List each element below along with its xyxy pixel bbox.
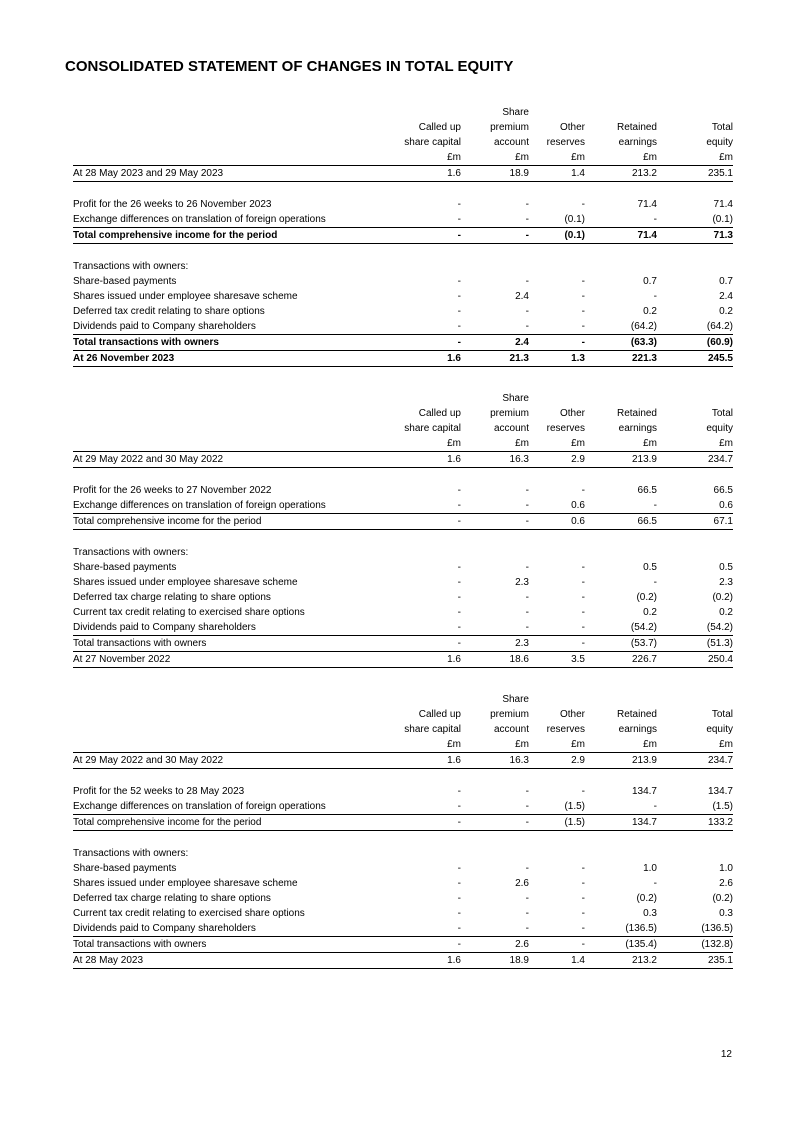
cell-value: 71.4 — [585, 228, 657, 244]
cell-value: (54.2) — [630, 622, 657, 633]
section-row — [73, 545, 733, 560]
cell-value: - — [581, 485, 585, 496]
cell-value: 0.2 — [719, 306, 733, 317]
cell-value: 235.1 — [657, 166, 733, 182]
cell-value: - — [457, 786, 461, 797]
cell-value: - — [581, 321, 585, 332]
row-label: Profit for the 52 weeks to 28 May 2023 — [73, 786, 245, 797]
column-header-other-reserves: Other reserves £m — [529, 692, 585, 753]
cell-value: - — [387, 514, 461, 530]
cell-value: - — [387, 335, 461, 351]
cell-value: 213.2 — [585, 953, 657, 969]
cell-value: - — [525, 500, 529, 511]
cell-value: - — [525, 923, 529, 934]
table-row — [73, 452, 733, 468]
column-header-other-reserves: Other reserves £m — [529, 105, 585, 166]
cell-value: 1.4 — [529, 166, 585, 182]
cell-value: - — [525, 592, 529, 603]
cell-value: - — [581, 577, 585, 588]
cell-value: - — [457, 485, 461, 496]
section-label: Transactions with owners: — [73, 261, 189, 272]
cell-value: - — [461, 228, 529, 244]
cell-value: - — [581, 592, 585, 603]
page-title: CONSOLIDATED STATEMENT OF CHANGES IN TOTAL EQUITY — [65, 58, 514, 75]
column-header-retained-earnings: Retained earnings £m — [585, 105, 657, 166]
cell-value: (64.2) — [630, 321, 657, 332]
cell-value: - — [457, 214, 461, 225]
tables-container — [65, 105, 733, 969]
cell-value: - — [525, 321, 529, 332]
table-row — [73, 319, 733, 335]
table-row — [73, 212, 733, 228]
header-row — [73, 692, 733, 753]
row-label: Profit for the 26 weeks to 27 November 2022 — [73, 485, 272, 496]
cell-value: - — [581, 893, 585, 904]
cell-value: 1.6 — [387, 452, 461, 468]
column-header-total-equity: Total equity £m — [657, 391, 733, 452]
cell-value: (63.3) — [585, 335, 657, 351]
spacer-row — [73, 244, 733, 260]
table-row — [73, 274, 733, 289]
cell-value: (1.5) — [712, 801, 733, 812]
cell-value: 66.5 — [585, 514, 657, 530]
column-header-called-up-share-capital: Called up share capital £m — [387, 105, 461, 166]
row-label: At 28 May 2023 — [73, 953, 387, 969]
cell-value: 226.7 — [585, 652, 657, 668]
table-row — [73, 921, 733, 937]
cell-value: 67.1 — [657, 514, 733, 530]
row-label: Exchange differences on translation of foreign operations — [73, 801, 326, 812]
cell-value: - — [387, 636, 461, 652]
cell-value: 0.6 — [571, 500, 585, 511]
cell-value: 0.5 — [719, 562, 733, 573]
cell-value: 235.1 — [657, 953, 733, 969]
cell-value: - — [457, 577, 461, 588]
cell-value: (0.1) — [529, 228, 585, 244]
cell-value: (53.7) — [585, 636, 657, 652]
row-label: Current tax credit relating to exercised share options — [73, 607, 305, 618]
cell-value: - — [653, 801, 657, 812]
cell-value: - — [525, 893, 529, 904]
table-row — [73, 906, 733, 921]
cell-value: 18.9 — [461, 166, 529, 182]
spacer-row — [73, 468, 733, 484]
spacer-cell — [73, 244, 733, 260]
cell-value: - — [525, 199, 529, 210]
cell-value: - — [457, 622, 461, 633]
cell-value: - — [529, 636, 585, 652]
section-label: Transactions with owners: — [73, 547, 189, 558]
cell-value: 1.4 — [529, 953, 585, 969]
table-row — [73, 560, 733, 575]
cell-value: - — [457, 500, 461, 511]
cell-value: - — [581, 291, 585, 302]
cell-value: (0.2) — [712, 893, 733, 904]
cell-value: (0.2) — [636, 893, 657, 904]
cell-value: - — [457, 607, 461, 618]
cell-value: - — [457, 562, 461, 573]
table-row — [73, 953, 733, 969]
spacer-cell — [73, 468, 733, 484]
row-label: At 26 November 2023 — [73, 351, 387, 367]
cell-value: 0.2 — [719, 607, 733, 618]
row-label: Dividends paid to Company shareholders — [73, 321, 256, 332]
table-row — [73, 753, 733, 769]
table-row — [73, 289, 733, 304]
column-header-called-up-share-capital: Called up share capital £m — [387, 391, 461, 452]
column-header-share-premium-account: Share premium account £m — [461, 105, 529, 166]
cell-value: 234.7 — [657, 753, 733, 769]
cell-value: 134.7 — [585, 815, 657, 831]
cell-value: 2.6 — [461, 937, 529, 953]
table-row — [73, 483, 733, 498]
cell-value: - — [457, 908, 461, 919]
row-label: Shares issued under employee sharesave scheme — [73, 577, 298, 588]
cell-value: - — [525, 908, 529, 919]
spacer-cell — [73, 530, 733, 546]
cell-value: - — [457, 306, 461, 317]
row-label: Share-based payments — [73, 562, 177, 573]
cell-value: 0.7 — [643, 276, 657, 287]
cell-value: - — [525, 801, 529, 812]
cell-value: - — [525, 622, 529, 633]
cell-value: - — [653, 878, 657, 889]
cell-value: 18.6 — [461, 652, 529, 668]
row-label: Exchange differences on translation of foreign operations — [73, 214, 326, 225]
cell-value: - — [457, 801, 461, 812]
cell-value: - — [581, 607, 585, 618]
cell-value: - — [457, 321, 461, 332]
spacer-row — [73, 831, 733, 847]
cell-value: - — [581, 562, 585, 573]
cell-value: - — [457, 863, 461, 874]
cell-value: - — [581, 276, 585, 287]
cell-value: (0.1) — [712, 214, 733, 225]
spacer-row — [73, 769, 733, 785]
cell-value: - — [581, 622, 585, 633]
cell-value: - — [525, 485, 529, 496]
cell-value: 3.5 — [529, 652, 585, 668]
table-row — [73, 228, 733, 244]
table-row — [73, 799, 733, 815]
row-label: Share-based payments — [73, 863, 177, 874]
cell-value: (64.2) — [706, 321, 733, 332]
header-spacer — [73, 391, 387, 452]
cell-value: - — [457, 199, 461, 210]
cell-value: (135.4) — [585, 937, 657, 953]
column-header-called-up-share-capital: Called up share capital £m — [387, 692, 461, 753]
cell-value: - — [387, 228, 461, 244]
table-row — [73, 514, 733, 530]
cell-value: - — [457, 291, 461, 302]
row-label: Dividends paid to Company shareholders — [73, 923, 256, 934]
cell-value: 2.4 — [461, 335, 529, 351]
cell-value: 250.4 — [657, 652, 733, 668]
table-row — [73, 861, 733, 876]
cell-value: (1.5) — [564, 801, 585, 812]
table-row — [73, 335, 733, 351]
cell-value: 1.0 — [643, 863, 657, 874]
table-row — [73, 620, 733, 636]
cell-value: - — [581, 923, 585, 934]
cell-value: (0.1) — [564, 214, 585, 225]
table-row — [73, 876, 733, 891]
cell-value: 245.5 — [657, 351, 733, 367]
cell-value: 66.5 — [637, 485, 657, 496]
column-header-total-equity: Total equity £m — [657, 105, 733, 166]
cell-value: 2.6 — [515, 878, 529, 889]
section-label: Transactions with owners: — [73, 848, 189, 859]
row-label: Total comprehensive income for the period — [73, 228, 387, 244]
cell-value: 0.5 — [643, 562, 657, 573]
cell-value: - — [525, 306, 529, 317]
cell-value: - — [525, 214, 529, 225]
cell-value: - — [461, 514, 529, 530]
equity-table-2 — [73, 391, 733, 668]
cell-value: (132.8) — [657, 937, 733, 953]
column-header-total-equity: Total equity £m — [657, 692, 733, 753]
row-label: Profit for the 26 weeks to 26 November 2023 — [73, 199, 272, 210]
cell-value: 0.2 — [643, 607, 657, 618]
section-row — [73, 259, 733, 274]
cell-value: - — [457, 592, 461, 603]
spacer-row — [73, 530, 733, 546]
row-label: Dividends paid to Company shareholders — [73, 622, 256, 633]
cell-value: 2.3 — [719, 577, 733, 588]
page-number: 12 — [720, 1049, 732, 1060]
cell-value: 213.2 — [585, 166, 657, 182]
spacer-row — [73, 182, 733, 198]
cell-value: (1.5) — [529, 815, 585, 831]
cell-value: - — [387, 815, 461, 831]
cell-value: - — [581, 306, 585, 317]
cell-value: - — [525, 607, 529, 618]
cell-value: 71.4 — [637, 199, 657, 210]
row-label: Total transactions with owners — [73, 636, 387, 652]
cell-value: (136.5) — [701, 923, 733, 934]
cell-value: (51.3) — [657, 636, 733, 652]
cell-value: 16.3 — [461, 753, 529, 769]
cell-value: 71.4 — [713, 199, 733, 210]
cell-value: (0.2) — [712, 592, 733, 603]
cell-value: 234.7 — [657, 452, 733, 468]
table-row — [73, 937, 733, 953]
row-label: Share-based payments — [73, 276, 177, 287]
cell-value: 21.3 — [461, 351, 529, 367]
row-label: At 28 May 2023 and 29 May 2023 — [73, 166, 387, 182]
row-label: Exchange differences on translation of foreign operations — [73, 500, 326, 511]
equity-table-1 — [73, 105, 733, 367]
cell-value: 71.3 — [657, 228, 733, 244]
header-row — [73, 105, 733, 166]
table-row — [73, 304, 733, 319]
cell-value: 133.2 — [657, 815, 733, 831]
row-label: At 27 November 2022 — [73, 652, 387, 668]
cell-value: 2.9 — [529, 452, 585, 468]
cell-value: 1.6 — [387, 166, 461, 182]
column-header-share-premium-account: Share premium account £m — [461, 391, 529, 452]
row-label: Shares issued under employee sharesave scheme — [73, 291, 298, 302]
table-row — [73, 636, 733, 652]
cell-value: 1.6 — [387, 753, 461, 769]
table-row — [73, 498, 733, 514]
cell-value: (0.2) — [636, 592, 657, 603]
cell-value: 213.9 — [585, 753, 657, 769]
row-label: At 29 May 2022 and 30 May 2022 — [73, 753, 387, 769]
cell-value: - — [653, 291, 657, 302]
cell-value: 1.6 — [387, 953, 461, 969]
cell-value: 1.6 — [387, 351, 461, 367]
cell-value: (136.5) — [625, 923, 657, 934]
cell-value: 0.3 — [719, 908, 733, 919]
cell-value: 134.7 — [707, 786, 733, 797]
cell-value: 0.2 — [643, 306, 657, 317]
cell-value: - — [387, 937, 461, 953]
cell-value: 0.6 — [529, 514, 585, 530]
table-row — [73, 166, 733, 182]
cell-value: 1.3 — [529, 351, 585, 367]
table-row — [73, 351, 733, 367]
cell-value: - — [457, 276, 461, 287]
cell-value: - — [581, 199, 585, 210]
equity-table-3 — [73, 692, 733, 969]
cell-value: 2.4 — [719, 291, 733, 302]
cell-value: 2.3 — [515, 577, 529, 588]
row-label: Deferred tax charge relating to share options — [73, 592, 271, 603]
header-spacer — [73, 692, 387, 753]
cell-value: - — [525, 276, 529, 287]
cell-value: 66.5 — [713, 485, 733, 496]
spacer-cell — [73, 831, 733, 847]
cell-value: - — [653, 500, 657, 511]
cell-value: 16.3 — [461, 452, 529, 468]
cell-value: - — [529, 937, 585, 953]
header-spacer — [73, 105, 387, 166]
cell-value: - — [581, 863, 585, 874]
row-label: Deferred tax credit relating to share options — [73, 306, 265, 317]
cell-value: 1.0 — [719, 863, 733, 874]
cell-value: - — [581, 908, 585, 919]
table-row — [73, 197, 733, 212]
cell-value: - — [581, 786, 585, 797]
cell-value: 213.9 — [585, 452, 657, 468]
cell-value: 221.3 — [585, 351, 657, 367]
row-label: Deferred tax charge relating to share options — [73, 893, 271, 904]
cell-value: 2.4 — [515, 291, 529, 302]
table-row — [73, 891, 733, 906]
cell-value: 0.6 — [719, 500, 733, 511]
cell-value: 2.3 — [461, 636, 529, 652]
header-row — [73, 391, 733, 452]
row-label: Total comprehensive income for the period — [73, 815, 387, 831]
spacer-cell — [73, 182, 733, 198]
cell-value: - — [529, 335, 585, 351]
row-label: At 29 May 2022 and 30 May 2022 — [73, 452, 387, 468]
row-label: Shares issued under employee sharesave scheme — [73, 878, 298, 889]
cell-value: 134.7 — [631, 786, 657, 797]
cell-value: - — [525, 562, 529, 573]
cell-value: 18.9 — [461, 953, 529, 969]
cell-value: - — [461, 815, 529, 831]
spacer-cell — [73, 769, 733, 785]
cell-value: - — [525, 786, 529, 797]
cell-value: 0.3 — [643, 908, 657, 919]
table-row — [73, 605, 733, 620]
cell-value: - — [653, 577, 657, 588]
cell-value: - — [525, 863, 529, 874]
row-label: Total comprehensive income for the period — [73, 514, 387, 530]
cell-value: (54.2) — [706, 622, 733, 633]
row-label: Total transactions with owners — [73, 937, 387, 953]
row-label: Current tax credit relating to exercised share options — [73, 908, 305, 919]
column-header-retained-earnings: Retained earnings £m — [585, 391, 657, 452]
table-row — [73, 590, 733, 605]
table-row — [73, 784, 733, 799]
cell-value: - — [457, 923, 461, 934]
cell-value: 1.6 — [387, 652, 461, 668]
cell-value: 2.6 — [719, 878, 733, 889]
section-row — [73, 846, 733, 861]
table-row — [73, 652, 733, 668]
cell-value: - — [457, 893, 461, 904]
cell-value: 0.7 — [719, 276, 733, 287]
cell-value: (60.9) — [657, 335, 733, 351]
cell-value: 2.9 — [529, 753, 585, 769]
cell-value: - — [581, 878, 585, 889]
table-row — [73, 815, 733, 831]
column-header-share-premium-account: Share premium account £m — [461, 692, 529, 753]
table-row — [73, 575, 733, 590]
row-label: Total transactions with owners — [73, 335, 387, 351]
column-header-retained-earnings: Retained earnings £m — [585, 692, 657, 753]
cell-value: - — [653, 214, 657, 225]
column-header-other-reserves: Other reserves £m — [529, 391, 585, 452]
cell-value: - — [457, 878, 461, 889]
